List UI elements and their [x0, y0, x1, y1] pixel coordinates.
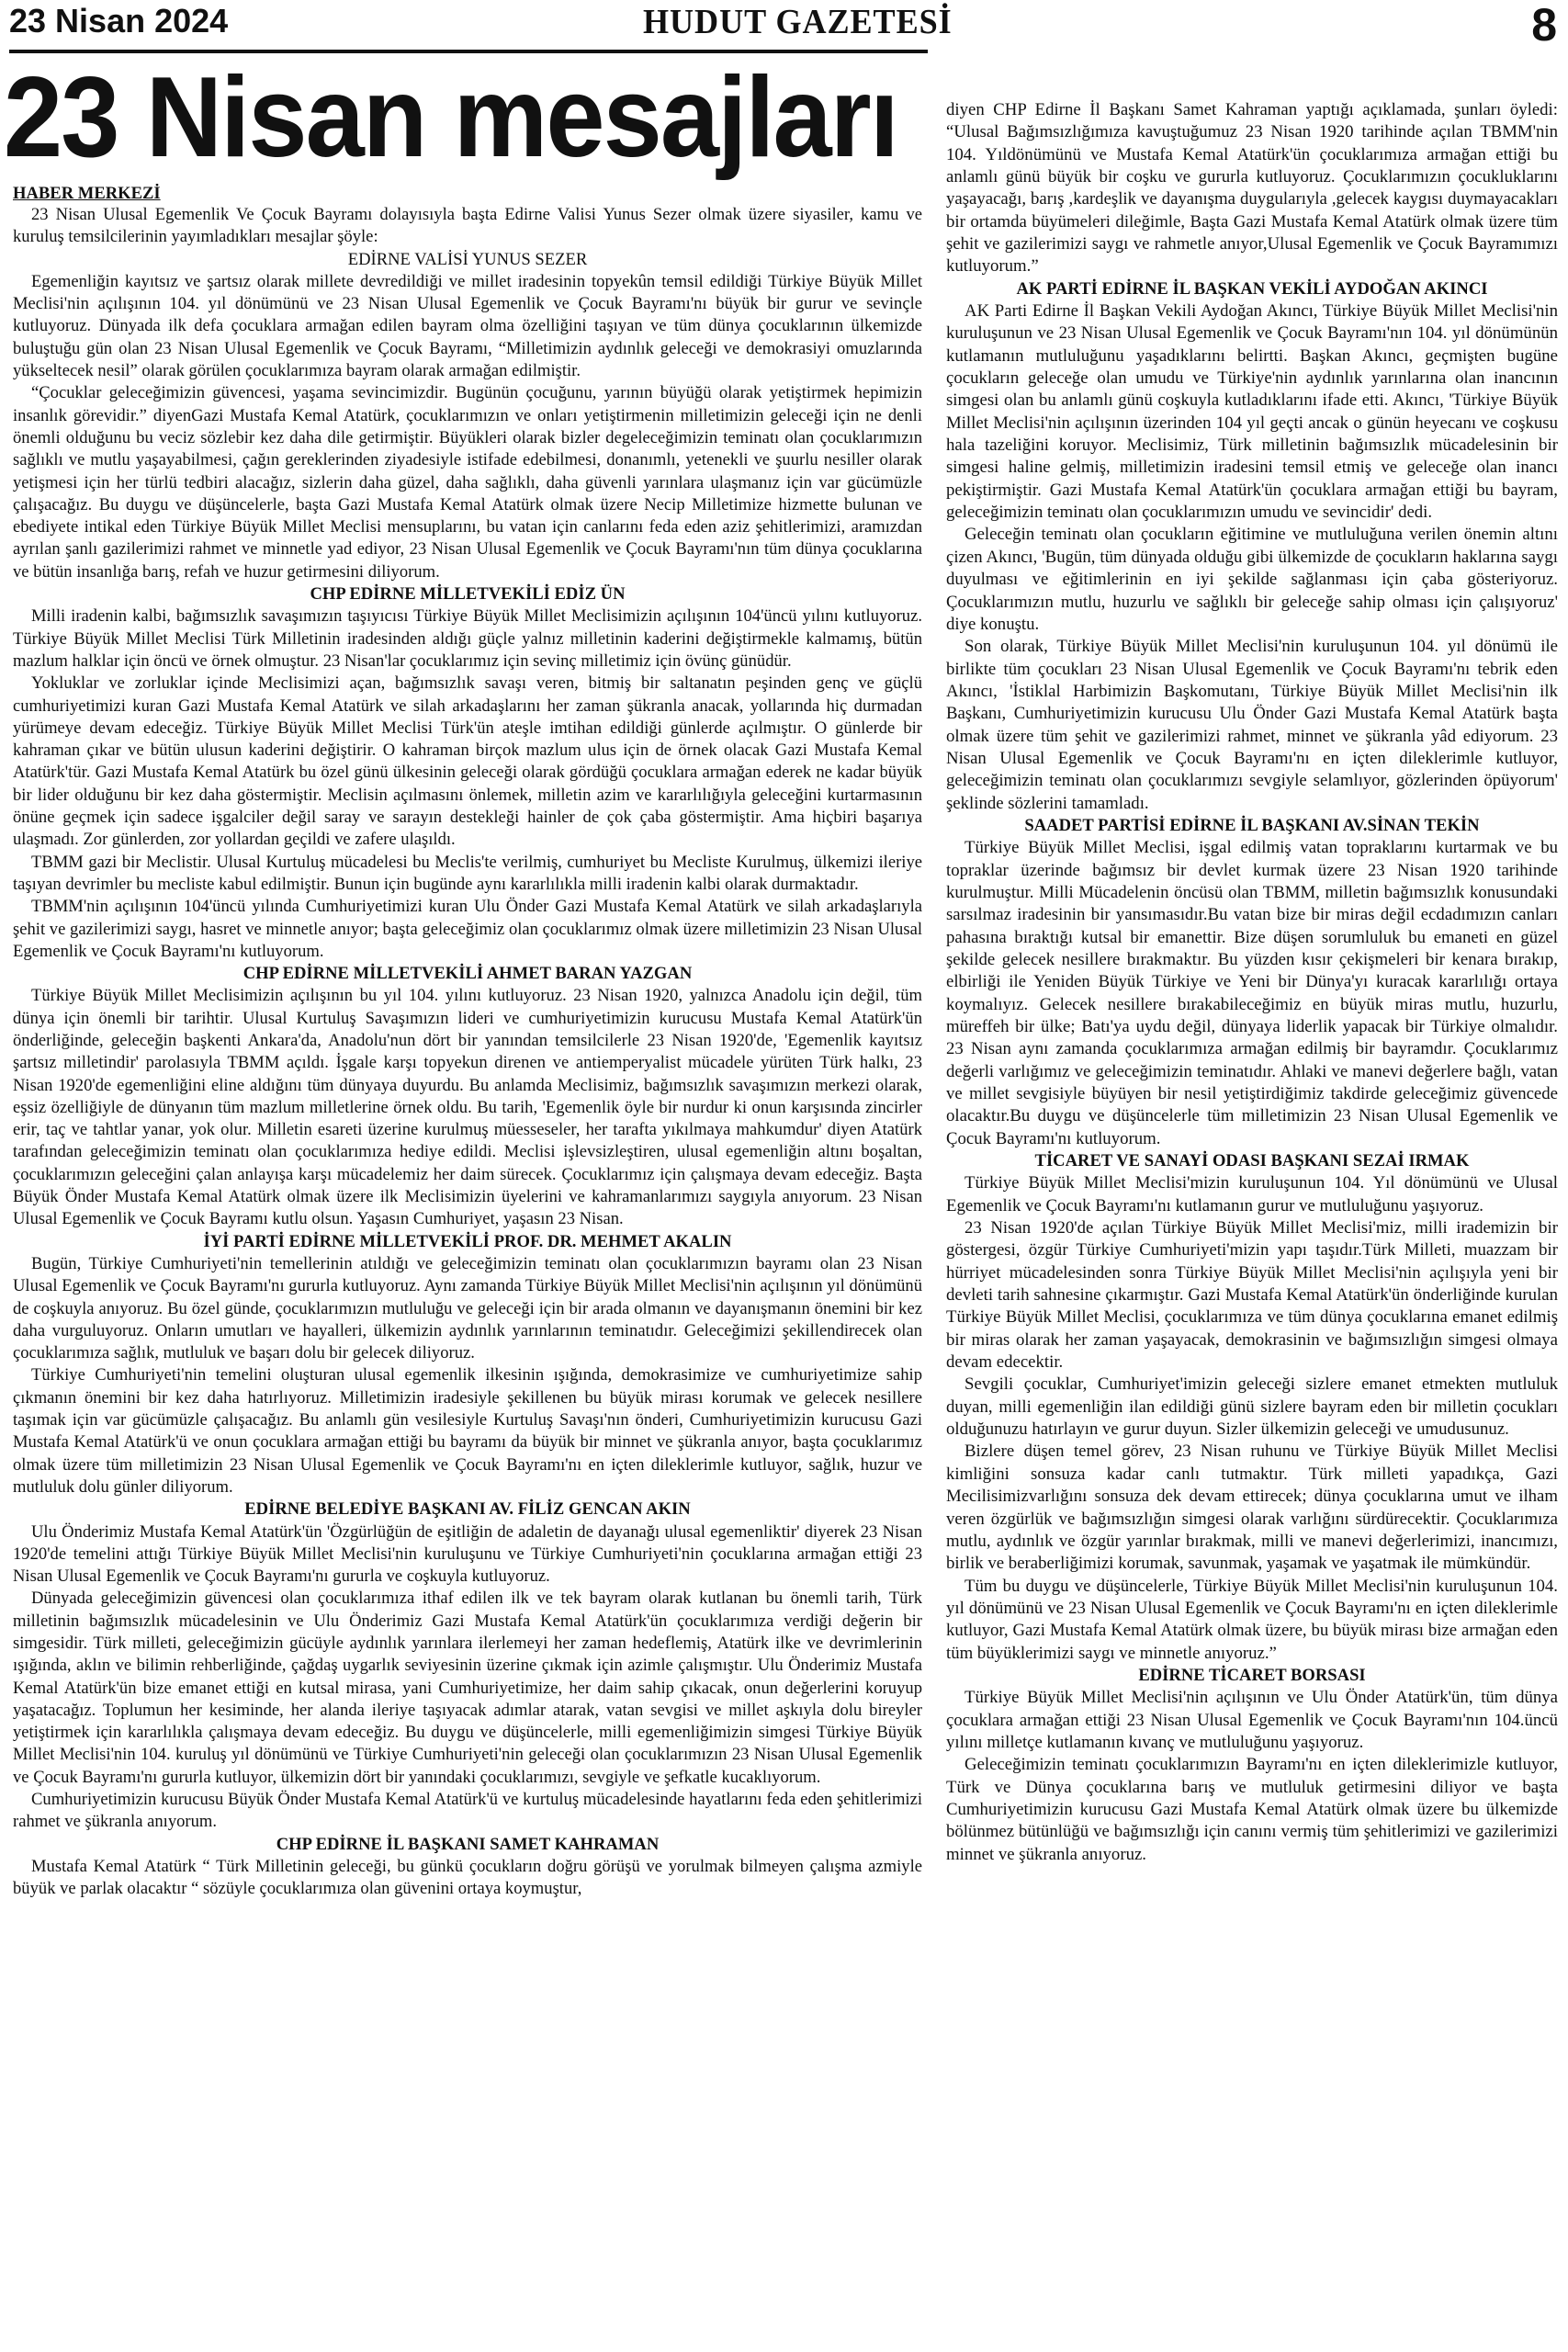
- vali-paragraph-2: “Çocuklar geleceğimizin güvencesi, yaşama sevincimizdir. Bugünün çocuğunu, yarının büyüğü olarak yetiştirmek hepimizin insanlık görevidir.” diyenGazi Mustafa Kemal Atatürk, çocuklarımızın ve onları yetiştirmenin milletimizin geleceği için ne denli önemli olduğunu bu veciz sözlebir kez daha dile getirmiştir. Büyükleri olarak bizler degeleceğimizin teminatı olan çocuklarımızın sağlıklı ve mutlu yaşayabilmesi, çağın gereklerinden ziyadesiyle istifade edebilmesi, donanımlı, yetenekli ve şuurlu nesiller olarak yetişmesi için her türlü tedbiri alacağız, sizlerin daha güzel, daha sağlıklı, daha güvenli yarınlara ulaşmanız için var gücümüzle çalışacağız. Bu duygu ve düşüncelerle, başta Gazi Mustafa Kemal Atatürk olmak üzere Necip Milletimize hizmette bulunan ve ebediyete intikal eden Türkiye Büyük Millet Meclisi mensuplarını, bu vatan için canlarını feda eden aziz şehitlerimizi, aramızdan ayrılan şanlı gazilerimizi rahmet ve minnetle yad ediyor, 23 Nisan Ulusal Egemenlik ve Çocuk Bayramı'nın tüm dünya çocuklarına ve bütün insanlığa barış, refah ve huzur getirmesini diliyorum.: [13, 383, 922, 582]
- filiz-paragraph-2: Dünyada geleceğimizin güvencesi olan çocuklarımıza ithaf edilen ilk ve tek bayram olarak kutlanan bu önemli tarih, Türk milletinin bağımsızlık mücadelesinin ve Ulu Önderimiz Gazi Mustafa Kemal Atatürk'ün çocuklarımıza verdiği değerin bir simgesidir. Türk milleti, geleceğimizin gücüyle aydınlık yarınlara ilerlemeyi her zaman hedeflemiş, Atatürk ilke ve devrimlerinin ışığında, aklın ve bilimin rehberliğinde, çağdaş uygarlık seviyesinin üzerine çıkmak için azimle çalışmıştır. Ulu Önderimiz Mustafa Kemal Atatürk'ün bize emanet ettiği en kutsal mirasa, yani Cumhuriyetimize, her daim sahip çıkacak, onun değerlerini koruyup yaşatacağız. Toplumun her kesiminde, her alanda ileriye taşıyacak adımlar atarak, vatan sevgisi ve millet aşkıyla dolu bireyler yetiştirmek için kararlılıkla çalışmaya devam edeceğiz. Bu duygu ve düşüncelerle, milli egemenliğimizin simgesi Türkiye Büyük Millet Meclisi'nin 104. kuruluş yıl dönümünü ve Türkiye Cumhuriyeti'nin geleceği olan çocuklarımızın 23 Nisan Ulusal Egemenlik ve Çocuk Bayramı'nı gururla kutluyor, ülkemizin dört bir yanındaki çocuklarımızı, sevgiyle ve şefkatle kucaklıyorum.: [13, 1589, 922, 1787]
- ediz-un-paragraph-4: TBMM'nin açılışının 104'üncü yılında Cumhuriyetimizi kuran Ulu Önder Gazi Mustafa Kemal Atatürk ve silah arkadaşlarıyla şehit ve gazilerimizi saygı, hasret ve minnetle anıyor; başta geleceğimiz olan çocuklarımız olmak üzere milletimizin 23 Nisan Ulusal Egemenlik ve Çocuk Bayramı'nı kutluyorum.: [13, 897, 922, 961]
- filiz-paragraph-3: Cumhuriyetimizin kurucusu Büyük Önder Mustafa Kemal Atatürk'ü ve kurtuluş mücadelesinde hayatlarını feda eden şehitlerimizi rahmet ve şükranla anıyorum.: [13, 1790, 922, 1832]
- page-number: 8: [1531, 0, 1557, 51]
- akalin-paragraph-2: Türkiye Cumhuriyeti'nin temelini oluşturan ulusal egemenlik ilkesinin ışığında, demokrasimize ve cumhuriyetimize sahip çıkmanın önemini bir kez daha hatırlıyoruz. Milletimizin iradesiyle şekillenen bu büyük mirası korumak ve gelecek nesillere taşımak için var gücümüzle çalışacağız. Bu anlamlı gün vesilesiyle Kurtuluş Savaşı'nın önderi, Cumhuriyetimizin kurucusu Gazi Mustafa Kemal Atatürk'ü ve onun çocuklara armağan ettiği bu bayramı da büyük bir minnet ve şükranla anıyor, başta çocuklarımız olmak üzere tüm milletimizin 23 Nisan Ulusal Egemenlik ve Çocuk Bayramı'nı en içten dileklerimle kutluyor, sağlık, huzur ve mutluluk dolu günler diliyorum.: [13, 1365, 922, 1497]
- akinci-paragraph-1: AK Parti Edirne İl Başkan Vekili Aydoğan Akıncı, Türkiye Büyük Millet Meclisi'nin kuruluşunun ve 23 Nisan Ulusal Egemenlik ve Çocuk Bayramı'nın 104. yıl dönümünün kutlamanın mutluluğunu yaşadıklarını belirtti. Başkan Akıncı, geçmişten bugüne çocukların geleceğe olan umudu ve Türkiye'nin aydınlık yarınlarına olan inancının simgesi olan bu anlamlı günü coşkuyla kutladıklarını ifade etti. Akıncı, 'Türkiye Büyük Millet Meclisi'nin açılışının üzerinden 104 yıl geçti ancak o günün heyecanı ve coşkusu hala tazeliğini koruyor. Meclisimiz, Türk milletinin bağımsızlık mücadelesinin bir simgesi haline gelmiş, milletimizin iradesini temsil etmiş ve geleceğe olan inancı pekiştirmiştir. Gazi Mustafa Kemal Atatürk'ün çocuklara armağan ettiği bu bayram, geleceğimizin teminatı olan çocuklarımızın umudu ve sevincidir' dedi.: [946, 301, 1558, 523]
- section-heading-vali: EDİRNE VALİSİ YUNUS SEZER: [347, 249, 588, 269]
- section-heading-akalin: İYİ PARTİ EDİRNE MİLLETVEKİLİ PROF. DR. MEHMET AKALIN: [203, 1231, 732, 1251]
- irmak-paragraph-5: Tüm bu duygu ve düşüncelerle, Türkiye Büyük Millet Meclisi'nin kuruluşunun 104. yıl dönümünü ve 23 Nisan Ulusal Egemenlik ve Çocuk Bayramı'nı en içten dileklerimle kutluyor, Gazi Mustafa Kemal Atatürk olmak üzere, bu büyük mirası bize armağan eden tüm büyüklerimizi saygı ve minnetle anıyoruz.”: [946, 1576, 1558, 1663]
- section-heading-tekin: SAADET PARTİSİ EDİRNE İL BAŞKANI AV.SİNAN TEKİN: [1024, 815, 1480, 835]
- borsa-paragraph-1: Türkiye Büyük Millet Meclisi'nin açılışının ve Ulu Önder Atatürk'ün, tüm dünya çocuklara armağan ettiği 23 Nisan Ulusal Egemenlik ve Çocuk Bayramı'nın 104.üncü yılını milletçe kutlamanın kıvanç ve mutluluğunu yaşıyoruz.: [946, 1688, 1558, 1752]
- irmak-paragraph-4: Bizlere düşen temel görev, 23 Nisan ruhunu ve Türkiye Büyük Millet Meclisi kimliğini sonsuza kadar canlı tutmaktır. Türk milleti yapadıkça, Gazi Mecilisimizvarlığını sonsuza dek devam ettirecek; dünya çocuklarına umut ve ilham veren özgürlük ve bağımsızlığın simgesi olarak varlığını sürdürecektir. Çocuklarımıza mutlu, aydınlık ve özgür yarınlar bırakmak, milli ve manevi değerlerimizi, inancımızı, birlik ve beraberliğimizi korumak, savunmak, yaşamak ve yaşatmak ile mümkündür.: [946, 1442, 1558, 1574]
- tekin-paragraph-1: Türkiye Büyük Millet Meclisi, işgal edilmiş vatan topraklarını kurtarmak ve bu topraklar üzerinde bağımsız bir devlet kurmak üzere 23 Nisan 1920 tarihinde kurulmuştur. Milli Mücadelenin öncüsü olan TBMM, milletin bağımsızlık konusundaki sarsılmaz iradesinin bir yansımasıdır.Bu vatan bize bir miras değil ecdadımızın canları pahasına bıraktığı kutsal bir emanettir. Bize düşen sorumluluk bu emaneti en güzel şekilde gelecek nesillere bırakmaktır. Bu yüzden kısır çekişmeleri bir kenara bırakıp, elbirliği ile Yeniden Büyük Türkiye ve Yeni bir Dünya'yı kuracak kararlılığı ortaya koymalıyız. Gelecek nesillere bırakabileceğimiz en büyük miras mutlu, huzurlu, müreffeh bir ülke; Batı'ya uydu değil, dünyaya liderlik yapacak bir Türkiye olmalıdır. 23 Nisan aynı zamanda çocuklarımıza armağan edilmiş bir bayramdır. Çocuklarımız değerli varlığımız ve geleceğimizin teminatıdır. Ahlaki ve manevi değerlere bağlı, vatan ve millet sevgisiyle büyüyen bir nesil yetiştirdiğimiz takdirde geleceğimiz güvencede olacaktır.Bu duygu ve düşüncelerle tüm milletimizin 23 Nisan Ulusal Egemenlik ve Çocuk Bayramı'nı kutluyorum.: [946, 838, 1558, 1148]
- headline-block: [4, 55, 931, 184]
- header-rule: [9, 50, 928, 53]
- vali-paragraph-1: Egemenliğin kayıtsız ve şartsız olarak millete devredildiği ve millet iradesinin topyekûn temsil edildiği Türkiye Büyük Millet Meclisi'nin açılışının 104. yıl dönümünü ve 23 Nisan Ulusal Egemenlik ve Çocuk Bayramı'nı büyük bir gurur ve sevinçle kutluyoruz. Dünyada ilk defa çocuklara armağan edilen bayram olma özelliğini taşıyan ve tüm dünya çocuklarının ülkemizde buluştuğu gün olan 23 Nisan Ulusal Egemenlik ve Çocuk Bayramı, “Milletimizin aydınlık geleceği ve demokrasiyi omuzlarında yükseltecek nesil” olarak görülen çocuklarımıza bayram olarak armağan edilmiştir.: [13, 271, 922, 381]
- section-heading-kahraman: CHP EDİRNE İL BAŞKANI SAMET KAHRAMAN: [276, 1834, 660, 1854]
- newspaper-name: HUDUT GAZETESİ: [643, 3, 953, 41]
- section-heading-filiz: EDİRNE BELEDİYE BAŞKANI AV. FİLİZ GENCAN AKIN: [244, 1499, 691, 1520]
- section-heading-irmak: TİCARET VE SANAYİ ODASI BAŞKANI SEZAİ IRMAK: [1034, 1151, 1470, 1171]
- yazgan-paragraph-1: Türkiye Büyük Millet Meclisimizin açılışının bu yıl 104. yılını kutluyoruz. 23 Nisan 1920, yalnızca Anadolu için değil, tüm dünya için önemli bir tarihtir. Ulusal Kurtuluş Savaşımızın lideri ve cumhuriyetimizin kurucusu Mustafa Kemal Atatürk'ün önderliğinde, geleceğin başkenti Ankara'da, Anadolu'nun dört bir yanından temsilcilerle 23 Nisan 1920'de, 'Egemenlik kayıtsız şartsız milletindir' parolasıyla TBMM açıldı. İşgale karşı topyekun direnen ve antiemperyalist mücadele yürüten Türk halkı, 23 Nisan 1920'de egemenliğini eline aldığını tüm dünyaya duyurdu. Bu anlamda Meclisimiz, bağımsızlık savaşımızın merkezi olarak, eşsiz özelliğiyle de dünyanın tüm mazlum milletlerine örnek oldu. Bu tarih, 'Egemenlik öyle bir nurdur ki onun karşısında zincirler erir, taç ve tahtlar yanar, yok olur. Milletin esareti üzerine kurulmuş müesseseler, her tarafta yıkılmaya mahkumdur' diyen Atatürk tarafından geleceğimizin teminatı olan çocuklarımıza hediye edildi. Meclisi işlevsizleştiren, ulusal egemenliğin altını boşaltan, çocuklarımızın geleceğini çalan anlayışa karşı mücadelemiz her daim sürecek. Çocuklarımız için çalışmaya devam edeceğiz. Başta Büyük Önder Mustafa Kemal Atatürk olmak üzere ilk Meclisimizin üyelerini ve kahramanlarımızı saygıyla anıyorum. 23 Nisan Ulusal Egemenlik ve Çocuk Bayramı kutlu olsun. Yaşasın Cumhuriyet, yaşasın 23 Nisan.: [13, 986, 922, 1229]
- headline: 23 Nisan mesajları: [4, 55, 897, 181]
- issue-date: 23 Nisan 2024: [9, 2, 229, 40]
- byline: HABER MERKEZİ: [13, 184, 161, 203]
- section-heading-ediz-un: CHP EDİRNE MİLLETVEKİLİ EDİZ ÜN: [310, 584, 626, 605]
- right-column: [946, 99, 1558, 2341]
- page-header: [0, 0, 1568, 53]
- section-heading-yazgan: CHP EDİRNE MİLLETVEKİLİ AHMET BARAN YAZGAN: [243, 964, 693, 984]
- akinci-paragraph-2: Geleceğin teminatı olan çocukların eğitimine ve mutluluğuna verilen önemin altını çizen Akıncı, 'Bugün, tüm dünyada olduğu gibi ülkemizde de çocukların haklarına saygı duyulması ve eğitimlerinin en iyi şekilde sağlanması için çaba gösteriyoruz. Çocuklarımızın mutlu, huzurlu ve sağlıklı bir geleceğe sahip olması için çalışıyoruz' diye konuştu.: [946, 525, 1558, 634]
- akalin-paragraph-1: Bugün, Türkiye Cumhuriyeti'nin temellerinin atıldığı ve geleceğimizin teminatı olan çocuklarımızın bayramı olan 23 Nisan Ulusal Egemenlik ve Çocuk Bayramı'nı gururla kutluyoruz. Aynı zamanda Türkiye Büyük Millet Meclisi'nin açılışının yıl dönümünü de coşkuyla anıyoruz. Bu özel günde, çocuklarımızın mutluluğu ve geleceği için bir arada olmanın ve dayanışmanın önemini bir kez daha vurguluyoruz. Onların umutları ve hayalleri, ülkemizin aydınlık yarınlarının teminatıdır. Geleceğimizi şekillendirecek olan çocuklarımıza sağlık, mutluluk ve başarı dolu bir gelecek diliyoruz.: [13, 1253, 922, 1363]
- ediz-un-paragraph-2: Yokluklar ve zorluklar içinde Meclisimizi açan, bağımsızlık savaşı veren, bitmiş bir saltanatın peşinden genç ve güçlü cumhuriyetimizi kuran Gazi Mustafa Kemal Atatürk ve silah arkadaşlarını her zaman şükranla anacak, yollarında hiç durmadan yürümeye devam edeceğiz. Türkiye Büyük Millet Meclisi Türk'ün ateşle imtihan edildiği günlerde açılmıştır. O günlerde bir kahraman çıkar ve bütün ulusun kaderini değiştirir. O kahraman birçok mazlum ulus için de örnek olacak Gazi Mustafa Kemal Atatürk'tür. Gazi Mustafa Kemal Atatürk bu özel günü ülkesinin geleceği olarak gördüğü çocuklara armağan ederek ne kadar büyük bir lider olduğunu bir kez daha göstermiştir. Meclisin açılmasını önlemek, milletin azim ve kararlılığıyla geleceğini kurtarmasının önüne geçmek için sadece işgalciler değil saray ve sarayın destekleği hainler de çok çaba göstermiştir. Ama hiçbiri başarıya ulaşmadı. Zor günlerden, zor yollardan geçildi ve zafere ulaşıldı.: [13, 673, 922, 850]
- kahraman-continued: diyen CHP Edirne İl Başkanı Samet Kahraman yaptığı açıklamada, şunları öyledi: “Ulusal Bağımsızlığımıza kavuştuğumuz 23 Nisan 1920 tarihinde açılan TBMM'nin 104. Yıldönümünü ve Mustafa Kemal Atatürk'ün çocuklarımıza armağan ettiği bu anlamlı günü büyük bir coşku ve gururla kutluyoruz. Çocuklarımızın çocukluklarını yaşayacağı, barış ,kardeşlik ve dayanışma duygularıyla ,gelecek kaygısı duymayacakları bir ortamda büyümeleri dileğimle, Başta Gazi Mustafa Kemal Atatürk olmak üzere tüm şehit ve gazilerimizi saygı ve rahmetle anıyor,Ulusal Egemenlik ve Çocuk Bayramımızı kutluyorum.”: [946, 100, 1558, 277]
- ediz-un-paragraph-3: TBMM gazi bir Meclistir. Ulusal Kurtuluş mücadelesi bu Meclis'te verilmiş, cumhuriyet bu Mecliste Kurulmuş, ülkemizi ileriye taşıyan devrimler bu mecliste kabul edilmiştir. Bunun için bugünde aynı kararlılıkla milli iradenin kalbi olarak durmaktadır.: [13, 852, 922, 894]
- section-heading-borsa: EDİRNE TİCARET BORSASI: [1138, 1665, 1366, 1685]
- irmak-paragraph-1: Türkiye Büyük Millet Meclisi'mizin kuruluşunun 104. Yıl dönümünü ve Ulusal Egemenlik ve Çocuk Bayramı'nı kutlamanın gurur ve mutluluğunu yaşıyoruz.: [946, 1173, 1558, 1216]
- akinci-paragraph-3: Son olarak, Türkiye Büyük Millet Meclisi'nin kuruluşunun 104. yıl dönümü ile birlikte tüm çocukları 23 Nisan Ulusal Egemenlik ve Çocuk Bayramı'nı tebrik eden Akıncı, 'İstiklal Harbimizin Başkomutanı, Türkiye Büyük Millet Meclisi'nin ilk Başkanı, Cumhuriyetimizin kurucusu Ulu Önder Gazi Mustafa Kemal Atatürk başta olmak üzere tüm şehit ve gazilerimizi rahmet, minnet ve şükranla yâd ediyorum. 23 Nisan Ulusal Egemenlik ve Çocuk Bayramı'nı en içten dileklerimle kutluyor, geleceğimizin teminatı olan çocuklarımızı sevgiyle selamlıyor, gözlerinden öpüyorum' şeklinde sözlerini tamamladı.: [946, 637, 1558, 813]
- left-column: [13, 184, 922, 2343]
- intro-paragraph: 23 Nisan Ulusal Egemenlik Ve Çocuk Bayramı dolayısıyla başta Edirne Valisi Yunus Sezer olmak üzere siyasiler, kamu ve kuruluş temsilcilerinin yayımladıkları mesajlar şöyle:: [13, 205, 922, 247]
- irmak-paragraph-3: Sevgili çocuklar, Cumhuriyet'imizin geleceği sizlere emanet etmekten mutluluk duyan, milli egemenliğin ilan edildiği günü sizlere bayram eden bir milletin çocukları olduğunuzu hatırlayın ve gurur duyun. Sizler ülkemizin geleceği ve umudusunuz.: [946, 1374, 1558, 1440]
- filiz-paragraph-1: Ulu Önderimiz Mustafa Kemal Atatürk'ün 'Özgürlüğün de eşitliğin de adaletin de dayanağı ulusal egemenliktir' diyerek 23 Nisan 1920'de temelini attığı Türkiye Büyük Millet Meclisi'nin kuruluşunu ve Türkiye Cumhuriyeti'nin çocuklarına armağan ettiği 23 Nisan Ulusal Egemenlik ve Çocuk Bayramı'nı gururla ve coşkuyla kutluyoruz.: [13, 1521, 922, 1587]
- irmak-paragraph-2: 23 Nisan 1920'de açılan Türkiye Büyük Millet Meclisi'miz, milli irademizin bir göstergesi, özgür Türkiye Cumhuriyeti'mizin yapı taşıdır.Türk Milleti, muazzam bir hürriyet mücadelesinden sonra Türkiye Büyük Millet Meclisi'nin açılışıyla yeni bir devleti tarih sahnesine çıkarmıştır. Gazi Mustafa Kemal Atatürk'ün önderliğinde kurulan Türkiye Büyük Millet Meclisi, çocuklarımıza ve tüm dünya çocuklarına emanet edilmiş bir miras olarak her zaman yaşayacak, demokrasinin ve bağımsızlığın simgesi olmaya devam edecektir.: [946, 1218, 1558, 1373]
- ediz-un-paragraph-1: Milli iradenin kalbi, bağımsızlık savaşımızın taşıyıcısı Türkiye Büyük Millet Meclisimizin açılışının 104'üncü yılını kutluyoruz. Türkiye Büyük Millet Meclisi Türk Milletinin iradesinden aldığı güçle yalnız milletinin kaderini değiştirmekle kalmamış, bütün mazlum halklar için öncü ve örnek olmuştur. 23 Nisan'lar çocuklarımız için sevinç milletimiz için övünç günüdür.: [13, 606, 922, 671]
- kahraman-paragraph-1: Mustafa Kemal Atatürk “ Türk Milletinin geleceği, bu günkü çocukların doğru görüşü ve yorulmak bilmeyen çalışma azmiyle büyük ve parlak olacaktır “ sözüyle çocuklarımıza olan güvenini ortaya koymuştur,: [13, 1856, 922, 1899]
- borsa-paragraph-2: Geleceğimizin teminatı çocuklarımızın Bayramı'nı en içten dileklerimizle kutluyor, Türk ve Dünya çocuklarına barış ve mutluluk getirmesini diliyor ve başta Cumhuriyetimizin kurucusu Gazi Mustafa Kemal Atatürk olmak üzere bu ülkemizde bölünmez bütünlüğü ve bağımsızlığı için canını vermiş tüm şehitlerimizi ve gazilerimizi minnet ve şükranla anıyoruz.: [946, 1755, 1558, 1864]
- section-heading-akinci: AK PARTİ EDİRNE İL BAŞKAN VEKİLİ AYDOĞAN AKINCI: [1016, 278, 1488, 299]
